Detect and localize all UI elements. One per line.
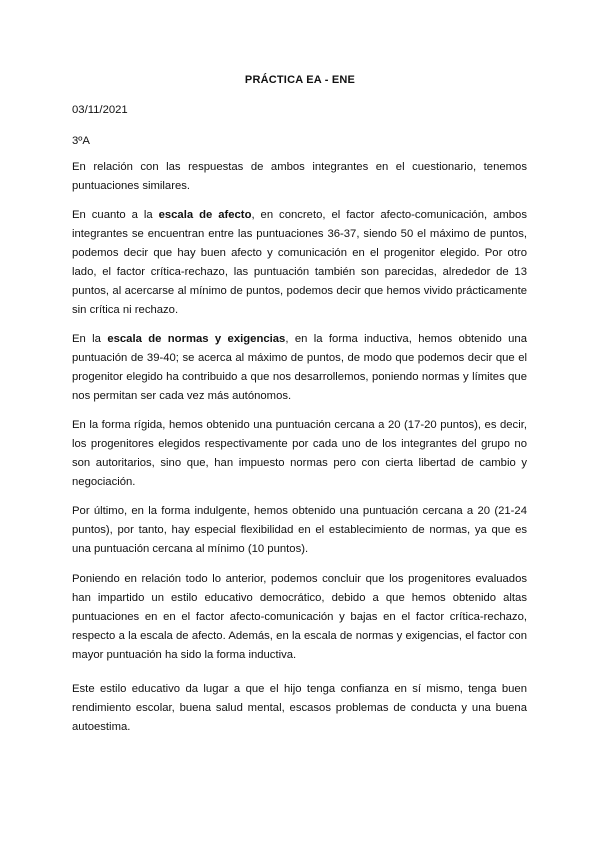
paragraph-text: Poniendo en relación todo lo anterior, podemos concluir que los progenitores evaluados han impartido un estilo educativo democrático, debido a que hemos obtenido altas puntuaciones en en el factor afecto-comunicación y bajas en el factor crítica-rechazo, respecto a la escala de afecto. Además, en la escala de normas y exigencias, el factor con mayor puntuación ha sido la forma inductiva. bbox=[72, 573, 527, 661]
paragraph-bold-term: escala de normas y exigencias bbox=[107, 333, 286, 345]
paragraph-conclusion bbox=[72, 570, 527, 665]
document-title: PRÁCTICA EA - ENE bbox=[244, 74, 356, 86]
paragraph-rigid-form bbox=[72, 416, 527, 492]
paragraph-text: En relación con las respuestas de ambos integrantes en el cuestionario, tenemos puntuaciones similares. bbox=[72, 161, 527, 192]
paragraph-text-before: En la bbox=[72, 333, 108, 345]
paragraph-norms-scale bbox=[72, 330, 527, 406]
paragraph-indulgent-form bbox=[72, 502, 527, 559]
document-date: 03/11/2021 bbox=[72, 104, 128, 116]
paragraph-text: Por último, en la forma indulgente, hemos obtenido una puntuación cercana a 20 (21-24 puntos), por tanto, hay especial flexibilidad en el establecimiento de normas, ya que es una puntuación cercana al mínimo (10 puntos). bbox=[72, 505, 527, 555]
paragraph-text-after: , en la forma inductiva, hemos obtenido una puntuación de 39-40; se acerca al máximo de puntos, de modo que podemos decir que el progenitor elegido ha contribuido a que nos desarrollemos, poniendo normas y límites que nos permitan ser cada vez más autónomos. bbox=[72, 333, 528, 402]
paragraph-text-after: , en concreto, el factor afecto-comunicación, ambos integrantes se encuentran entre las puntuaciones 36-37, siendo 50 el máximo de puntos, podemos decir que hay buen afecto y comunicación en el progenitor elegido. Por otro lado, el factor crítica-rechazo, las puntuación también son parecidas, alrededor de 13 puntos, al acercarse al mínimo de puntos, podemos decir que hemos vivido prácticamente sin crítica ni rechazo. bbox=[72, 209, 527, 316]
paragraph-effects bbox=[72, 680, 527, 737]
document-group: 3ºA bbox=[72, 135, 90, 147]
paragraph-text: Este estilo educativo da lugar a que el hijo tenga confianza en sí mismo, tenga buen rendimiento escolar, buena salud mental, escasos problemas de conducta y una buena autoestima. bbox=[72, 683, 527, 733]
paragraph-text: En la forma rígida, hemos obtenido una puntuación cercana a 20 (17-20 puntos), es decir, los progenitores elegidos respectivamente por cada uno de los integrantes del grupo no son autoritarios, sino que, han impuesto normas pero con cierta libertad de cambio y negociación. bbox=[72, 419, 527, 488]
paragraph-intro bbox=[72, 158, 527, 196]
paragraph-text-before: En cuanto a la bbox=[72, 209, 159, 221]
paragraph-affect-scale bbox=[72, 206, 527, 319]
paragraph-bold-term: escala de afecto bbox=[158, 209, 252, 221]
